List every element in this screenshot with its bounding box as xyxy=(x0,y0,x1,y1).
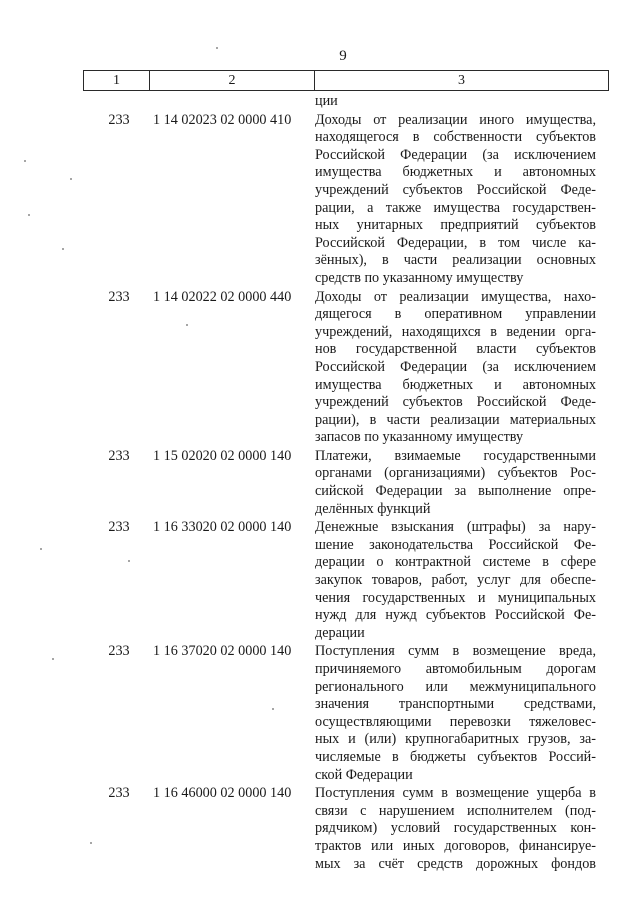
continuation-text: ции xyxy=(315,93,338,109)
row-description xyxy=(315,643,596,784)
description-line: значения транспортными средствами, xyxy=(315,696,596,713)
scan-speck xyxy=(40,548,42,550)
description-line: имущества бюджетных и автономных xyxy=(315,164,596,181)
description-line: трактов или иных договоров, финансируе- xyxy=(315,837,596,854)
scan-speck xyxy=(216,47,218,49)
description-line: Поступления сумм в возмещение ущерба в xyxy=(315,785,596,802)
table-body xyxy=(83,93,609,873)
table-row xyxy=(83,785,609,873)
scan-speck xyxy=(272,708,274,710)
description-line: дящегося в оперативном управлении xyxy=(315,306,596,323)
description-line: органами (организациями) субъектов Рос- xyxy=(315,465,596,482)
description-line: регионального или межмуниципального xyxy=(315,678,596,695)
scan-speck xyxy=(70,178,72,180)
description-line: осуществляющими перевозки тяжеловес- xyxy=(315,713,596,730)
scan-speck xyxy=(62,248,64,250)
scan-speck xyxy=(28,214,30,216)
scan-speck xyxy=(186,324,188,326)
table-row xyxy=(83,519,609,642)
table-row xyxy=(83,112,609,288)
description-line: Платежи, взимаемые государственными xyxy=(315,447,596,464)
description-line: ных унитарных предприятий субъектов xyxy=(315,217,596,234)
scan-speck xyxy=(128,560,130,562)
row-number: 233 xyxy=(108,288,130,305)
row-code: 1 16 37020 02 0000 140 xyxy=(153,643,292,660)
description-line: дерации о контрактной системе в сфере xyxy=(315,554,596,571)
table-header xyxy=(83,70,609,91)
description-line: нов государственной власти субъектов xyxy=(315,341,596,358)
row-code: 1 15 02020 02 0000 140 xyxy=(153,447,292,464)
description-line: учреждений субъектов Российской Феде- xyxy=(315,181,596,198)
description-line: учреждений субъектов Российской Феде- xyxy=(315,394,596,411)
description-line: находящегося в собственности субъектов xyxy=(315,129,596,146)
description-line: ных и (или) крупногабаритных грузов, за- xyxy=(315,731,596,748)
description-line: закупок товаров, работ, услуг для обеспе- xyxy=(315,572,596,589)
row-number: 233 xyxy=(108,111,130,128)
scan-speck xyxy=(52,658,54,660)
description-line: шение законодательства Российской Фе- xyxy=(315,536,596,553)
row-number: 233 xyxy=(108,519,130,536)
row-description xyxy=(315,785,596,873)
row-description xyxy=(315,289,596,447)
row-number: 233 xyxy=(108,447,130,464)
description-line: зённых), в части реализации основных xyxy=(315,252,596,269)
description-line: Доходы от реализации иного имущества, xyxy=(315,111,596,128)
row-description xyxy=(315,112,596,288)
row-description xyxy=(315,519,596,642)
description-line: сийской Федерации за выполнение опре- xyxy=(315,483,596,500)
header-col-2: 2 xyxy=(150,71,315,90)
description-line: ской Федерации xyxy=(315,766,413,783)
rows-container xyxy=(83,112,609,874)
description-line: связи с нарушением исполнителем (под- xyxy=(315,802,596,819)
description-line: мых за счёт средств дорожных фондов xyxy=(315,855,596,872)
description-line: учреждений, находящихся в ведении орга- xyxy=(315,323,596,340)
table-row xyxy=(83,643,609,784)
description-line: Российской Федерации, в том числе ка- xyxy=(315,234,596,251)
row-number: 233 xyxy=(108,785,130,802)
header-col-1: 1 xyxy=(84,71,150,90)
description-line: рации, а также имущества государствен- xyxy=(315,199,596,216)
row-code: 1 16 46000 02 0000 140 xyxy=(153,785,292,802)
description-line: Российской Федерации (за исключением xyxy=(315,358,596,375)
description-line: Российской Федерации (за исключением xyxy=(315,146,596,163)
description-line: делённых функций xyxy=(315,500,431,517)
table-row xyxy=(83,289,609,447)
row-code: 1 16 33020 02 0000 140 xyxy=(153,519,292,536)
description-line: нужд для нужд субъектов Российской Фе- xyxy=(315,607,596,624)
scan-speck xyxy=(90,842,92,844)
description-line: числяемые в бюджеты субъектов Россий- xyxy=(315,748,596,765)
scan-speck xyxy=(24,160,26,162)
description-line: средств по указанному имуществу xyxy=(315,269,524,286)
description-line: дерации xyxy=(315,624,365,641)
description-line: Доходы от реализации имущества, нахо- xyxy=(315,288,596,305)
description-line: рядчиком) условий государственных кон- xyxy=(315,820,596,837)
page-number: 9 xyxy=(339,48,347,64)
description-line: причиняемого автомобильным дорогам xyxy=(315,661,596,677)
row-number: 233 xyxy=(108,643,130,660)
description-line: имущества бюджетных и автономных xyxy=(315,376,596,393)
description-line: Поступления сумм в возмещение вреда, xyxy=(315,643,596,660)
header-col-3: 3 xyxy=(458,73,465,88)
description-line: чения государственных и муниципальных xyxy=(315,589,596,606)
description-line: рации), в части реализации материальных xyxy=(315,411,596,428)
row-description xyxy=(315,448,596,518)
description-line: запасов по указанному имуществу xyxy=(315,429,524,446)
table-row xyxy=(83,448,609,518)
description-line: Денежные взыскания (штрафы) за нару- xyxy=(315,519,596,536)
row-code: 1 14 02022 02 0000 440 xyxy=(153,288,292,305)
row-code: 1 14 02023 02 0000 410 xyxy=(153,111,292,128)
